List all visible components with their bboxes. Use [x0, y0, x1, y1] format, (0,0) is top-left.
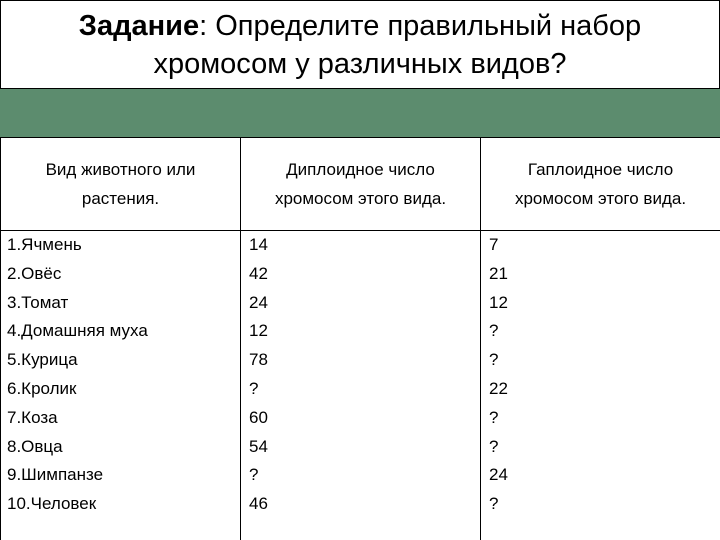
species-cell: 6.Кролик [7, 378, 77, 398]
data-row [1, 231, 720, 540]
decorative-band [0, 88, 720, 138]
species-cell: 1.Ячмень [7, 235, 82, 254]
haploid-cell: ? [489, 407, 499, 427]
diploid-cell: 46 [249, 494, 268, 514]
title-rest: : Определите правильный набор [199, 10, 642, 42]
species-cell: 10.Человек [7, 494, 97, 514]
species-cell: 9.Шимпанзе [7, 465, 104, 485]
haploid-cell: ? [489, 436, 499, 456]
species-cell: 7.Коза [7, 407, 58, 427]
header-diploid: Диплоидное число хромосом этого вида. [241, 138, 481, 231]
haploid-cell: ? [489, 321, 499, 341]
diploid-cell: 54 [249, 436, 268, 456]
diploid-cell: ? [249, 378, 259, 398]
haploid-cell: 22 [489, 378, 508, 398]
species-cell: 8.Овца [7, 436, 63, 456]
haploid-cell: ? [489, 350, 499, 370]
header-row [1, 138, 720, 231]
diploid-cell: ? [249, 465, 259, 485]
haploid-cell: 24 [489, 465, 508, 485]
species-column [1, 231, 241, 540]
diploid-cell: 78 [249, 350, 268, 370]
diploid-cell: 60 [249, 407, 268, 427]
haploid-cell: 12 [489, 292, 508, 312]
species-cell: 4.Домашняя муха [7, 321, 148, 341]
chromosome-table [0, 138, 720, 540]
species-cell: 5.Курица [7, 350, 78, 370]
haploid-cell: ? [489, 494, 499, 514]
species-cell: 2.Овёс [7, 263, 62, 283]
title-line-2: хромосом у различных видов? [153, 48, 567, 80]
haploid-cell: 7 [489, 235, 499, 254]
header-species: Вид животного или растения. [1, 138, 241, 231]
diploid-column [241, 231, 481, 540]
haploid-column [481, 231, 720, 540]
species-cell: 3.Томат [7, 292, 69, 312]
title-line-1 [79, 7, 641, 45]
diploid-cell: 12 [249, 321, 268, 341]
diploid-cell: 14 [249, 235, 268, 254]
slide-title [0, 0, 720, 89]
haploid-cell: 21 [489, 263, 508, 283]
diploid-cell: 24 [249, 292, 268, 312]
diploid-cell: 42 [249, 263, 268, 283]
title-bold: Задание [78, 10, 200, 42]
header-haploid: Гаплоидное число хромосом этого вида. [481, 138, 720, 231]
